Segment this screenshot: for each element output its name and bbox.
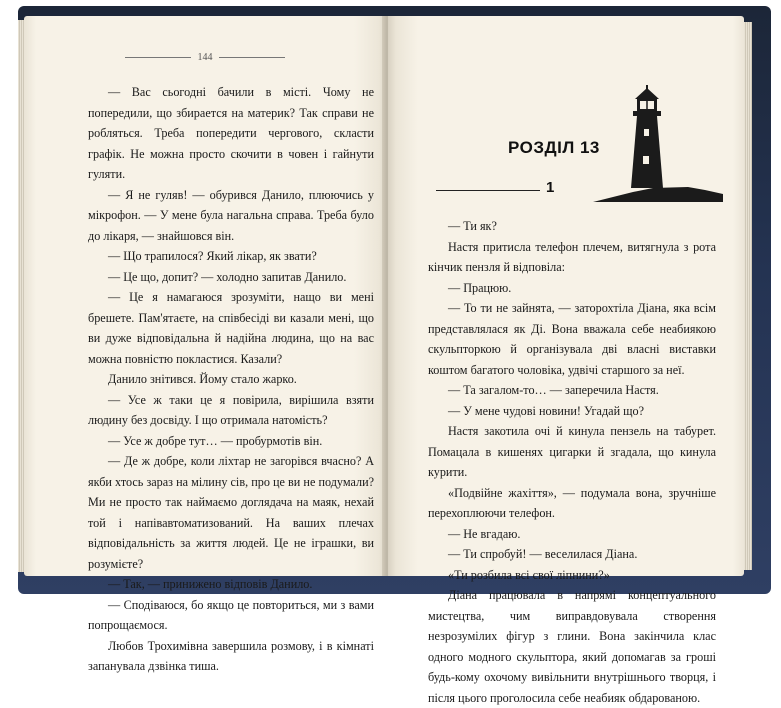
chapter-title: РОЗДІЛ 13: [508, 138, 600, 157]
open-book: [18, 10, 770, 705]
paragraph: — Де ж добре, коли ліхтар не загорівся вчасно? А якби хтось зараз на мілину сів, про це ви не подумали? Ми не просто так наймаємо доглядача на маяк, нехай той і напівавтоматизований. На ваших плечах відповідальність за життя людей. Це не іграшки, ви розумієте?: [88, 454, 374, 571]
paragraph: — То ти не зайнята, — заторохтіла Діана, яка всім представлялася як Ді. Вона вважала себе неабиякою скульпторкою й організувала дві власні виставки коштом багатого чоловіка, удвічі старшого за неї.: [428, 301, 716, 377]
paragraph: «Ти розбила всі свої ліпнини?»: [448, 567, 610, 582]
chapter-divider: [436, 190, 540, 191]
right-page: [388, 16, 744, 705]
paragraph: Настя закотила очі й кинула пензель на табурет. Помацала в кишенях цигарки й згадала, що кинула курити.: [428, 424, 716, 479]
left-page: [24, 16, 386, 673]
paragraph: — У мене чудові новини! Угадай що?: [448, 403, 645, 418]
paragraph: — Сподіваюся, бо якщо це повториться, ми з вами попрощаємося.: [88, 597, 374, 632]
paragraph: — Усе ж таки це я повірила, вирішила взяти людину без досвіду. І що отримала натомість?: [88, 392, 374, 427]
paragraph: — Це я намагаюся зрозуміти, нащо ви мені брешете. Пам'ятаєте, на співбесіді ви казали мені, що ви дуже відповідальна й надійна людина, що на вас можна повністю покластися. Казали?: [88, 290, 374, 366]
right-page-text: [428, 216, 716, 708]
header-rule-left: [125, 57, 191, 58]
paragraph: — Я не гуляв! — обурився Данило, плюючись у мікрофон. — У мене була нагальна справа. Треба було до лікаря, — знайшовся він.: [88, 187, 374, 243]
page-header: [24, 52, 386, 63]
left-page-text: [88, 82, 374, 677]
paragraph: Настя притисла телефон плечем, витягнула з рота кінчик пензля й відповіла:: [428, 239, 716, 274]
section-number: 1: [546, 179, 555, 196]
paragraph: — Це що, допит? — холодно запитав Данило.: [108, 269, 347, 284]
header-rule-right: [219, 57, 285, 58]
lighthouse-icon: [593, 84, 723, 204]
paragraph: — Вас сьогодні бачили в місті. Чому не попередили, що збирается на материк? Так справи не робляться. Треба попередити чергового, скласти графік. Не можна просто скочити в човен і гайнути гуляти.: [88, 85, 374, 181]
paragraph: Діана працювала в напрямі концептуального мистецтва, чим виправдовувала створення незрозумілих фігур з глини. Вона закінчила клас одного модного скульптора, який допомагав за гроші будь-кому охочому вивільнити внутрішнього творця, і після цього проголосила себе неабияк обдарованою.: [428, 588, 716, 705]
paragraph: «Подвійне жахіття», — подумала вона, зручніше перехоплюючи телефон.: [428, 485, 716, 520]
paragraph: — Так, — принижено відповів Данило.: [108, 577, 313, 591]
paragraph: — Та загалом-то… — заперечила Настя.: [448, 383, 659, 397]
paragraph: — Усе ж добре тут… — пробурмотів він.: [108, 433, 323, 448]
paragraph: — Не вгадаю.: [448, 526, 521, 541]
paragraph: — Ти як?: [448, 219, 497, 233]
page-number: 144: [197, 52, 213, 63]
paragraph: — Ти спробуй! — веселилася Діана.: [448, 547, 638, 561]
paragraph: — Що трапилося? Який лікар, як звати?: [108, 249, 317, 263]
paragraph: Любов Трохимівна завершила розмову, і в кімнаті запанувала дзвінка тиша.: [88, 638, 374, 673]
paragraph: — Працюю.: [448, 280, 512, 295]
paragraph: Данило знітився. Йому стало жарко.: [108, 372, 297, 386]
